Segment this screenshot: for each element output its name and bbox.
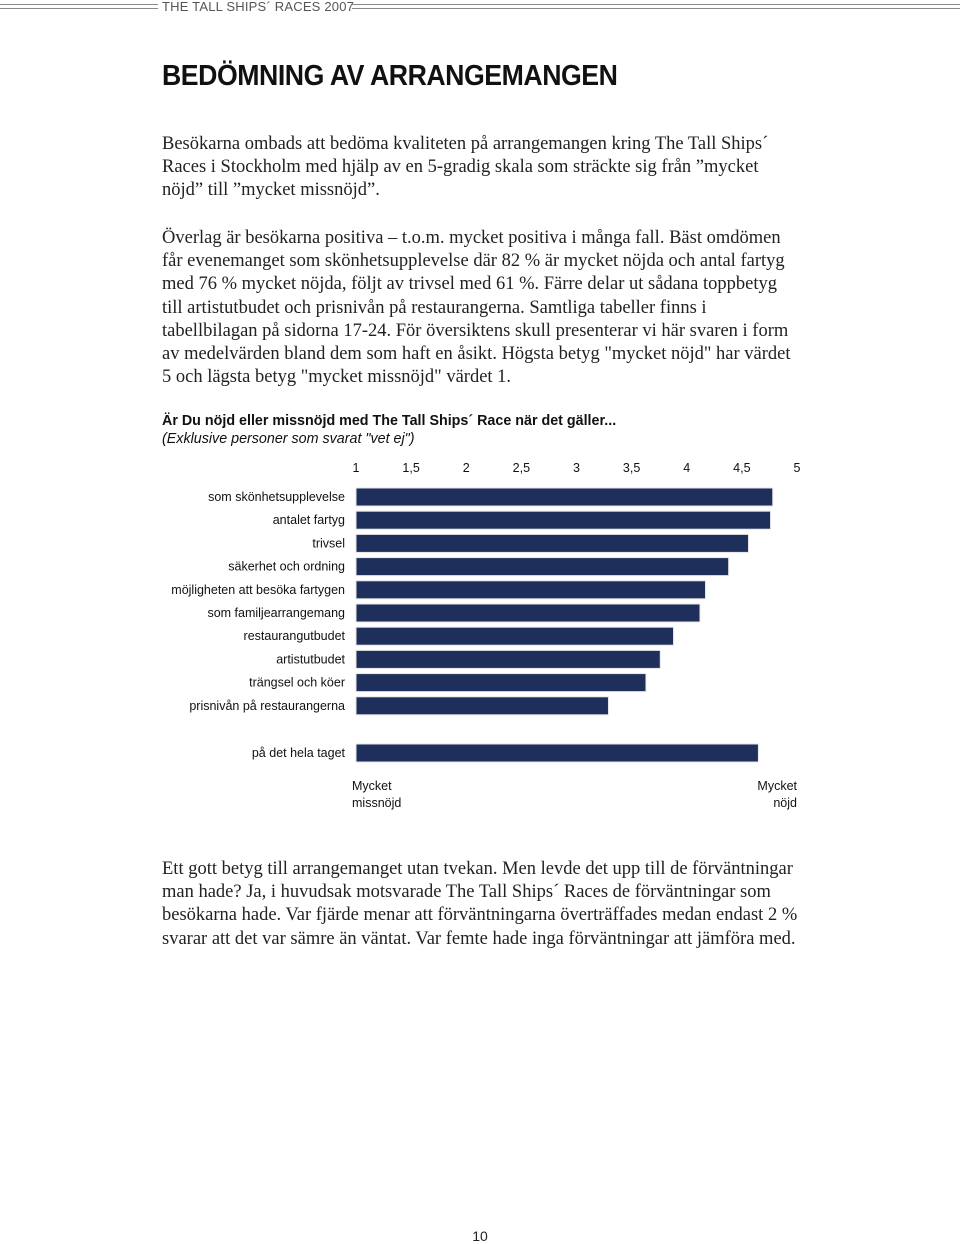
category-label: artistutbudet (276, 652, 345, 667)
intro-paragraph: Besökarna ombads att bedöma kvaliteten på arrangemangen kring The Tall Ships´ Races i Stockholm med hjälp av en 5-gradig skala som sträckte sig från ”mycket nöjd” till ”mycket missnöjd”. (162, 134, 769, 201)
page-title: BEDÖMNING AV ARRANGEMANGEN (162, 60, 618, 92)
category-label: som skönhetsupplevelse (208, 490, 345, 504)
x-tick-label: 1 (352, 461, 360, 475)
chart-subtitle: (Exklusive personer som svarat "vet ej") (162, 431, 415, 447)
header-rule (352, 8, 960, 9)
bar (356, 604, 700, 622)
x-axis-ticks (353, 461, 801, 475)
axis-end-label-low: Mycket (352, 779, 392, 793)
closing-paragraph: Ett gott betyg till arrangemanget utan tvekan. Men levde det upp till de förväntningar man hade? Ja, i huvudsak motsvarade The Tall Ships´ Races de förväntningar som besökarna hade. Var fjärde menar att förväntningarna överträffades medan endast 2 % svarar att det var sämre än väntat. Var femte hade inga förväntningar att jämföra med. (162, 859, 798, 949)
bar (356, 650, 660, 668)
bar (356, 674, 646, 692)
chart-title: Är Du nöjd eller missnöjd med The Tall Ships´ Race när det gäller... (162, 413, 617, 429)
bar (356, 581, 705, 599)
axis-end-label-low: missnöjd (352, 796, 402, 810)
total-label: på det hela taget (251, 746, 345, 760)
axis-end-label-high: nöjd (773, 796, 797, 810)
bars-group (356, 488, 773, 762)
category-label: säkerhet och ordning (228, 559, 345, 574)
category-labels (171, 490, 345, 760)
bar (356, 511, 771, 529)
running-header (0, 0, 960, 14)
category-label: antalet fartyg (272, 513, 345, 528)
category-label: prisnivån på restaurangerna (189, 698, 345, 713)
satisfaction-bar-chart (0, 450, 960, 820)
bar (356, 534, 748, 552)
x-tick-label: 2,5 (512, 461, 531, 475)
header-rule (352, 4, 960, 5)
header-title: THE TALL SHIPS´ RACES 2007 (162, 0, 355, 14)
total-bar (356, 744, 758, 762)
category-label: som familjearrangemang (207, 606, 345, 620)
x-tick-label: 3 (573, 461, 580, 475)
bar (356, 627, 674, 645)
header-rule (0, 8, 158, 9)
bar (356, 558, 729, 576)
axis-end-label-high: Mycket (757, 779, 797, 793)
category-label: trängsel och köer (249, 675, 345, 690)
bar (356, 488, 773, 506)
header-rule (0, 4, 158, 5)
x-tick-label: 3,5 (622, 461, 641, 475)
x-tick-label: 4 (683, 461, 691, 475)
axis-end-labels (352, 779, 798, 810)
bar (356, 697, 608, 715)
summary-paragraph: Överlag är besökarna positiva – t.o.m. mycket positiva i många fall. Bäst omdömen får evenemanget som skönhetsupplevelse där 82 % är mycket nöjda och antal fartyg med 76 % mycket nöjda, följt av trivsel med 61 %. Färre delar ut sådana toppbetyg till artistutbudet och prisnivån på restaurangerna. Samtliga tabeller finns i tabellbilagan på sidorna 17-24. För översiktens skull presenterar vi här svaren i form av medelvärden bland dem som haft en åsikt. Högsta betyg "mycket nöjd" har värdet 5 och lägsta betyg "mycket missnöjd" värdet 1. (162, 228, 791, 388)
x-tick-label: 1,5 (402, 461, 420, 475)
x-tick-label: 5 (793, 461, 801, 475)
category-label: trivsel (312, 536, 345, 551)
category-label: möjligheten att besöka fartygen (171, 582, 345, 597)
page-number: 10 (472, 1228, 488, 1244)
category-label: restaurangutbudet (243, 629, 345, 644)
x-tick-label: 2 (462, 461, 470, 475)
x-tick-label: 4,5 (733, 461, 751, 475)
